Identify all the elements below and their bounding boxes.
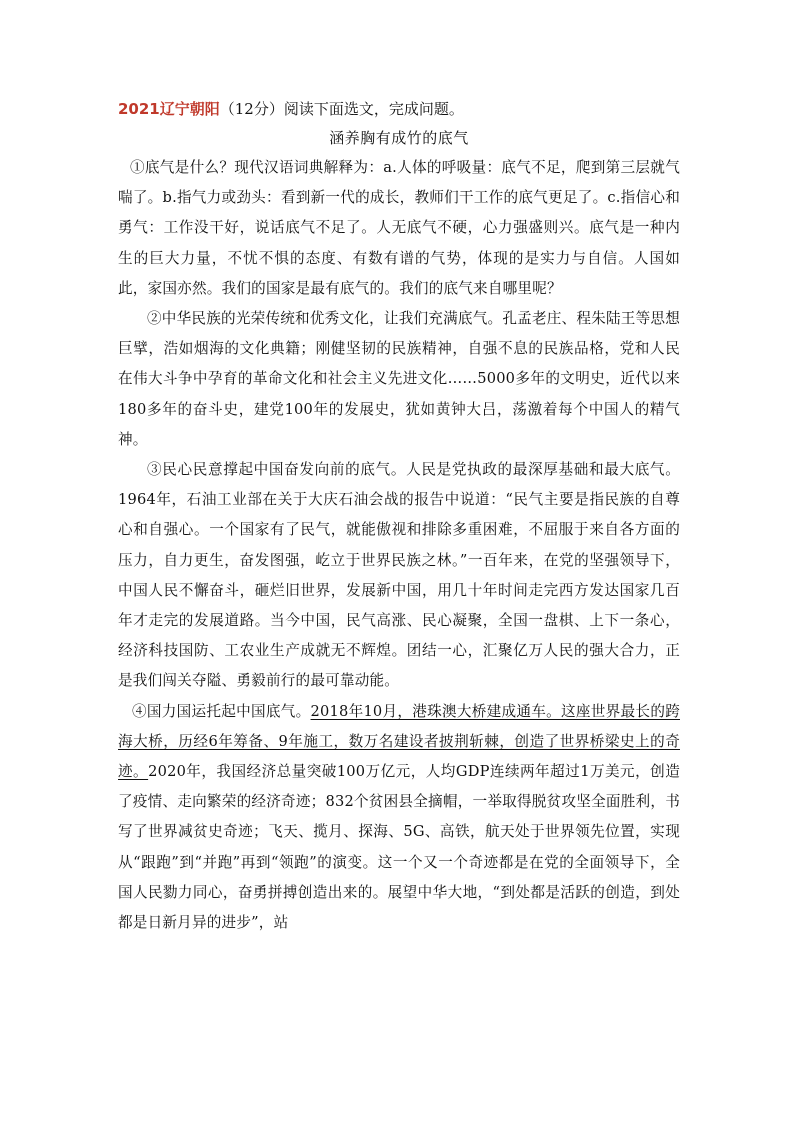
source-tag: 2021辽宁朝阳 xyxy=(118,100,220,118)
paragraph-4-lead: ④国力国运托起中国底气。 xyxy=(132,702,311,720)
document-page xyxy=(118,98,680,938)
paragraph-2: ②中华民族的光荣传统和优秀文化，让我们充满底气。孔孟老庄、程朱陆王等思想巨擘，浩如烟海的文化典籍；刚健坚韧的民族精神，自强不息的民族品格，党和人民在伟大斗争中孕育的革命文化和社会主义先进文化……5000多年的文明史，近代以来180多年的奋斗史，建党100年的发展史，犹如黄钟大吕，荡激着每个中国人的精气神。 xyxy=(118,310,680,448)
question-header xyxy=(118,98,680,120)
paragraph-3: ③民心民意撑起中国奋发向前的底气。人民是党执政的最深厚基础和最大底气。1964年，石油工业部在关于大庆石油会战的报告中说道：“民气主要是指民族的自尊心和自强心。一个国家有了民气，就能傲视和排除多重困难，不屈服于来自各方面的压力，自力更生，奋发图强，屹立于世界民族之林。”一百年来，在党的坚强领导下，中国人民不懈奋斗，砸烂旧世界，发展新中国，用几十年时间走完西方发达国家几百年才走完的发展道路。当今中国，民气高涨、民心凝聚，全国一盘棋、上下一条心，经济科技国防、工农业生产成就无不辉煌。团结一心，汇聚亿万人民的强大合力，正是我们闯关夺隘、勇毅前行的最可靠动能。 xyxy=(118,461,680,690)
underlined-sentence: 2018年10月，港珠澳大桥建成通车。这座世界最长的跨海大桥，历经6年筹备、9年施工，数万名建设者披荆斩棘，创造了世界桥梁史上的奇迹。 xyxy=(118,702,680,781)
paragraph-1: ①底气是什么？现代汉语词典解释为：a.人体的呼吸量：底气不足，爬到第三层就气喘了。b.指气力或劲头：看到新一代的成长，教师们干工作的底气更足了。c.指信心和勇气：工作没干好，说话底气不足了。人无底气不硬，心力强盛则兴。底气是一种内生的巨大力量，不忧不惧的态度、有数有谱的气势，体现的是实力与自信。人国如此，家国亦然。我们的国家是最有底气的。我们的底气来自哪里呢？ xyxy=(118,159,680,297)
question-instruction: （12分）阅读下面选文，完成问题。 xyxy=(219,100,464,118)
paragraph-4-rest: 2020年，我国经济总量突破100万亿元，人均GDP连续两年超过1万美元，创造了疫情、走向繁荣的经济奇迹；832个贫困县全摘帽，一举取得脱贫攻坚全面胜利，书写了世界减贫史奇迹；飞天、揽月、探海、5G、高铁，航天处于世界领先位置，实现从“跟跑”到“并跑”再到“领跑”的演变。这一个又一个奇迹都是在党的全面领导下，全国人民勠力同心，奋勇拼搏创造出来的。展望中华大地，“到处都是活跃的创造，到处都是日新月异的进步”，站 xyxy=(118,763,680,932)
paragraph-4 xyxy=(118,697,680,939)
article-title: 涵养胸有成竹的底气 xyxy=(329,129,469,147)
